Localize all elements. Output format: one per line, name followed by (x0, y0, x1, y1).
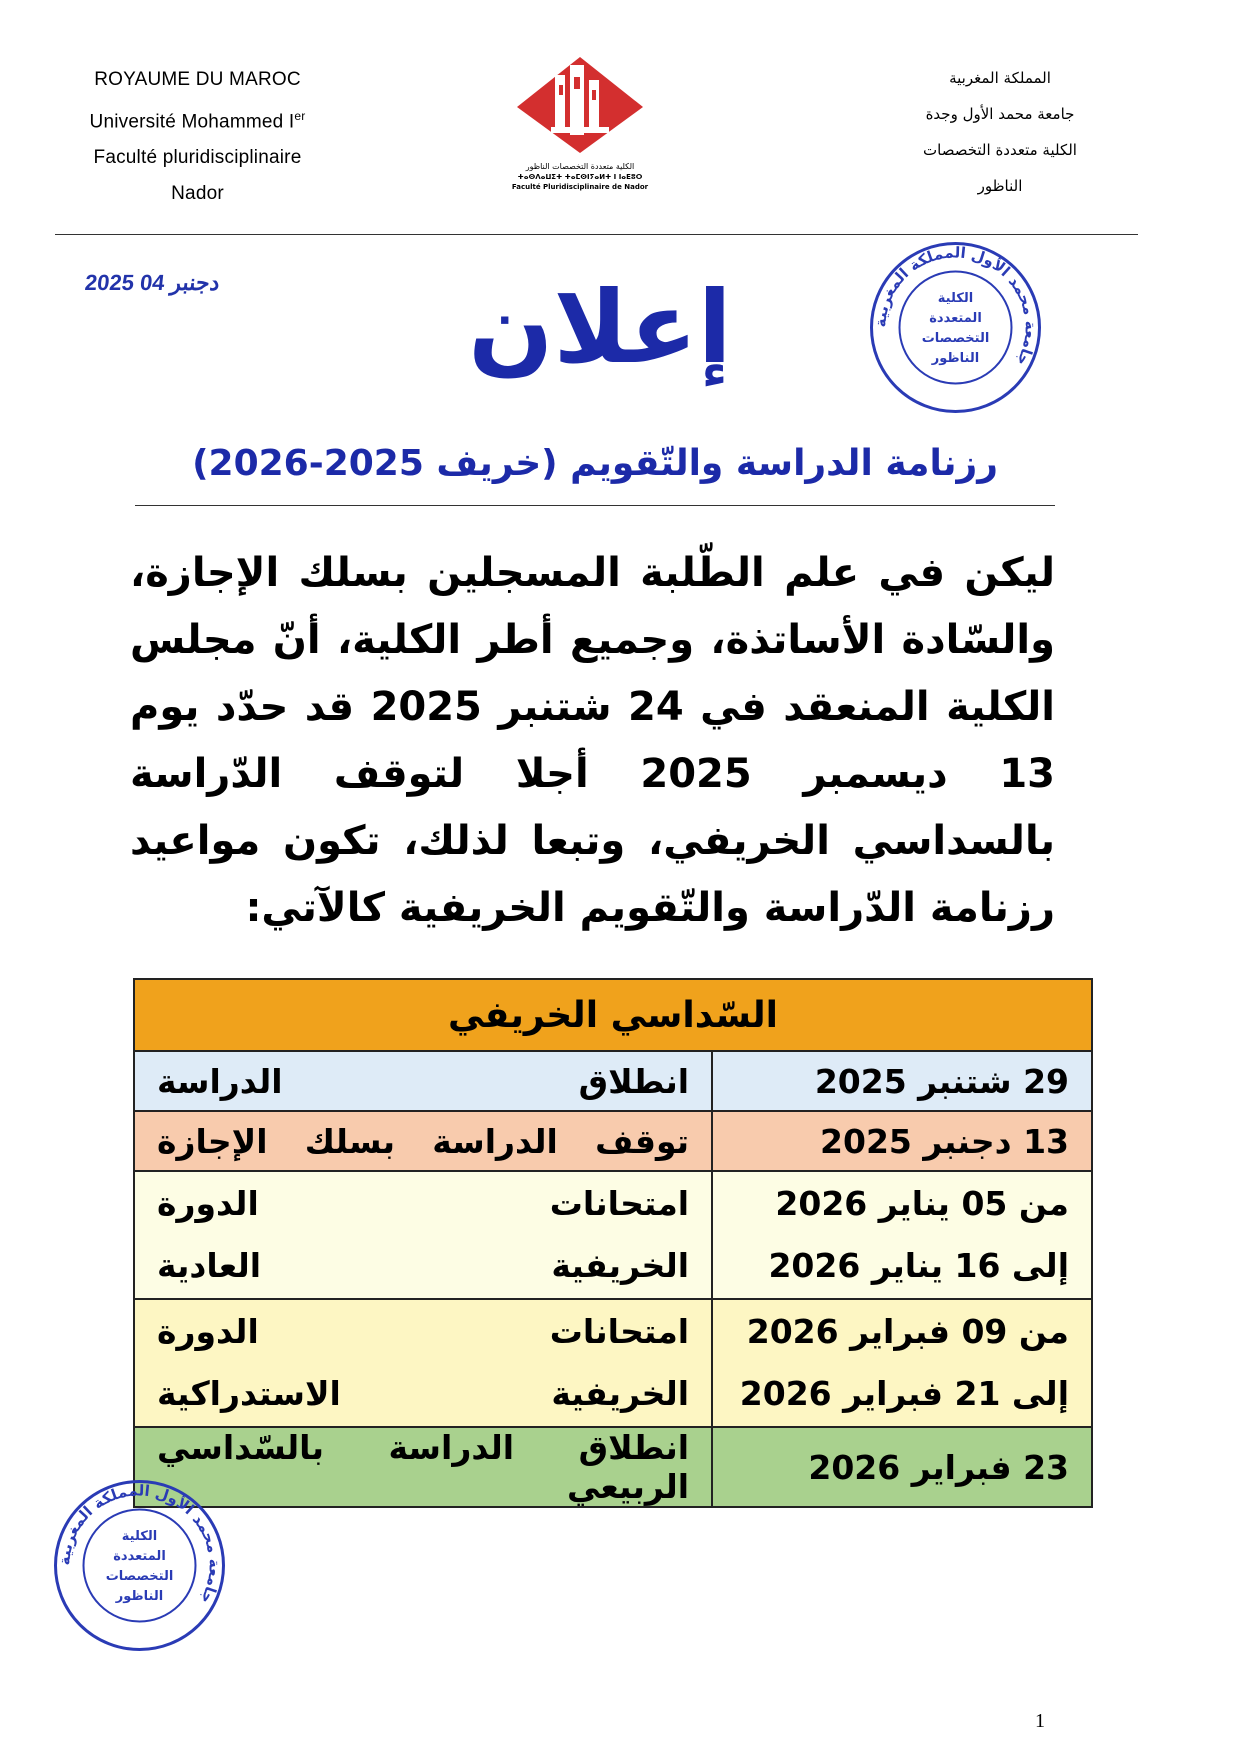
seal-line-4: الناظور (115, 1589, 164, 1604)
official-seal-top (868, 240, 1043, 415)
seal-outer-text: جامعة محمد الأول المملكة المغربية (871, 243, 1040, 369)
city-label-fr: Nador (171, 183, 224, 205)
date-cell: من 09 فبراير 2026 إلى 21 فبراير 2026 (712, 1299, 1092, 1427)
seal-line-3: التخصصات (921, 331, 990, 346)
event-cell: انطلاق الدراسة بالسّداسي الربيعي (134, 1427, 712, 1507)
kingdom-label-ar: المملكة المغربية (949, 69, 1051, 87)
date-stamp: 2025 دجنبر 04 (83, 270, 221, 295)
seal-line-2: المتعددة (113, 1549, 166, 1564)
event-cell: انطلاق الدراسة (134, 1051, 712, 1111)
page-title: إعلان (468, 269, 732, 386)
kingdom-label-fr: ROYAUME DU MAROC (94, 69, 301, 90)
header-divider (55, 234, 1138, 235)
date-cell: 23 فبراير 2026 (712, 1427, 1092, 1507)
schedule-table (133, 978, 1093, 1508)
event-cell: امتحانات الدورة الخريفية الاستدراكية (134, 1299, 712, 1427)
seal-line-4: الناظور (931, 351, 980, 366)
event-cell: توقف الدراسة بسلك الإجازة (134, 1111, 712, 1171)
table-row (134, 1427, 1092, 1507)
university-label-fr: Université Mohammed Ier (89, 109, 306, 133)
date-cell: من 05 يناير 2026 إلى 16 يناير 2026 (712, 1171, 1092, 1299)
faculty-logo (505, 55, 655, 205)
seal-line-2: المتعددة (929, 311, 982, 326)
event-cell: امتحانات الدورة الخريفية العادية (134, 1171, 712, 1299)
header-french-block (60, 62, 335, 212)
table-row (134, 1111, 1092, 1171)
logo-text-arabic: الكلية متعددة التخصصات الناظور (525, 162, 635, 171)
schedule-header: السّداسي الخريفي (134, 979, 1092, 1051)
faculty-label-ar: الكلية متعددة التخصصات (923, 141, 1077, 159)
page-subtitle: رزنامة الدراسة والتّقويم (خريف 2025-2026) (192, 443, 998, 484)
announcement-body: ليكن في علم الطّلبة المسجلين بسلك الإجازة، والسّادة الأساتذة، وجميع أطر الكلية، أنّ مجلس الكلية المنعقد في 24 شتنبر 2025 قد حدّد يوم 13 ديسمبر 2025 أجلا لتوقف الدّراسة بالسداسي الخريفي، وتبعا لذلك، تكون مواعيد رزنامة الدّراسة والتّقويم الخريفية كالآتي: (130, 550, 1055, 931)
faculty-label-fr: Faculté pluridisciplinaire (93, 147, 302, 169)
faculty-logo-icon (515, 55, 645, 155)
table-row (134, 1299, 1092, 1427)
header-arabic-block (870, 60, 1130, 204)
schedule-header-row (134, 979, 1092, 1051)
seal-icon (52, 1478, 227, 1653)
date-cell: 13 دجنبر 2025 (712, 1111, 1092, 1171)
seal-icon (868, 240, 1043, 415)
city-label-ar: الناظور (977, 177, 1023, 195)
official-seal-bottom (52, 1478, 227, 1653)
logo-text-french: Faculté Pluridisciplinaire de Nador (511, 183, 649, 191)
seal-line-1: الكلية (937, 291, 974, 306)
table-row (134, 1171, 1092, 1299)
seal-line-1: الكلية (121, 1529, 158, 1544)
seal-line-3: التخصصات (105, 1569, 174, 1584)
page-number: 1 (1035, 1710, 1045, 1732)
university-label-ar: جامعة محمد الأول وجدة (925, 105, 1075, 123)
subtitle-divider (135, 505, 1055, 506)
date-cell: 29 شتنبر 2025 (712, 1051, 1092, 1111)
table-row (134, 1051, 1092, 1111)
seal-outer-text: جامعة محمد الأول المملكة المغربية (55, 1481, 224, 1607)
logo-text-tifinagh: ⵜⴰⵙⴷⴰⵡⵉⵜ ⵜⴰⵎⵙⵏⵢⴰⵍⵜ ⵏ ⵏⴰⴹⵓⵔ (517, 173, 643, 181)
